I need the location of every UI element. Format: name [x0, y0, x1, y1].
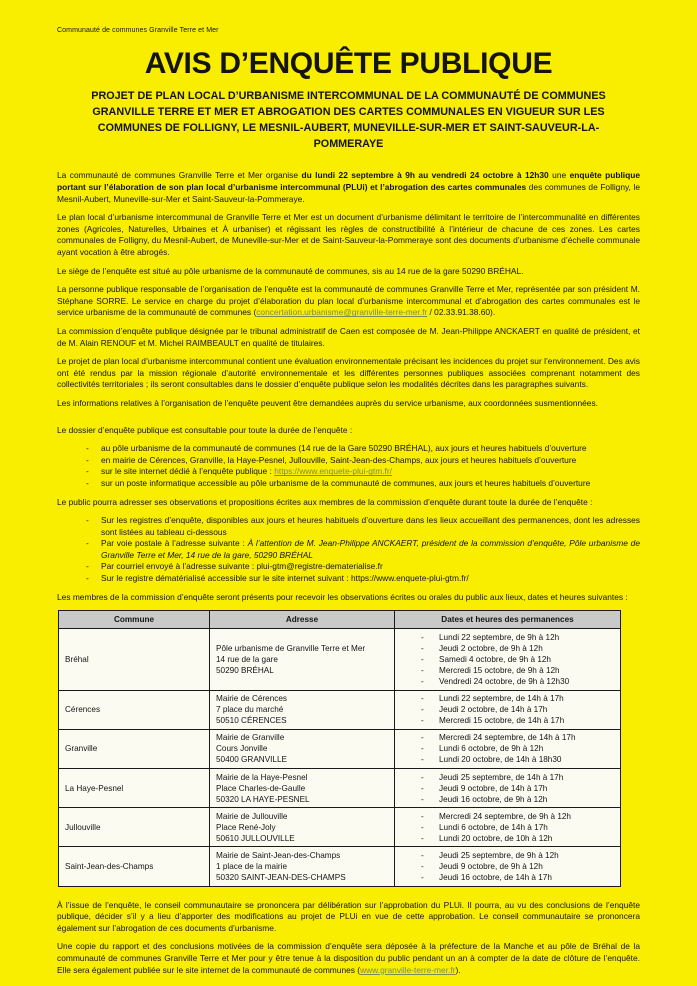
- permanence-date: - Jeudi 25 septembre, de 9h à 12h: [401, 850, 614, 861]
- table-header-commune: Commune: [59, 611, 210, 629]
- adresse-line: Place René-Joly: [216, 822, 276, 832]
- adresse-line: Mairie de Saint-Jean-des-Champs: [216, 850, 341, 860]
- notice-body: [57, 170, 640, 976]
- email-link[interactable]: concertation.urbanisme@granville-terre-mer.fr: [256, 307, 428, 318]
- table-row-granville: [59, 729, 621, 768]
- adresse-line: Pôle urbanisme de Granville Terre et Mer: [216, 643, 366, 653]
- commune-cell: Granville: [59, 729, 210, 768]
- paragraph-siege-enquete: Le siège de l’enquête est situé au pôle urbanisme de la communauté de communes, sis au 14 rue de la gare 50290 BRÉHAL.: [57, 265, 524, 276]
- permanence-date: - Lundi 6 octobre, de 14h à 17h: [401, 822, 614, 833]
- dates-cell: [395, 808, 621, 847]
- permanence-date: - Lundi 20 octobre, de 14h à 18h30: [401, 754, 614, 765]
- permanence-date: - Lundi 22 septembre, de 14h à 17h: [401, 693, 614, 704]
- page-title: AVIS D’ENQUÊTE PUBLIQUE: [144, 47, 553, 80]
- permanence-date: - Mercredi 24 septembre, de 14h à 17h: [401, 732, 614, 743]
- permanence-date: - Jeudi 16 octobre, de 14h à 17h: [401, 872, 614, 883]
- permanence-date: - Mercredi 24 septembre, de 9h à 12h: [401, 811, 614, 822]
- permanences-table: [58, 610, 621, 886]
- text-run: La communauté de communes Granville Terre et Mer organise: [57, 170, 302, 181]
- table-row-brehal: [59, 629, 621, 690]
- permanence-date: - Jeudi 2 octobre, de 9h à 12h: [401, 643, 614, 654]
- dates-cell: [395, 847, 621, 886]
- permanence-date: - Jeudi 9 octobre, de 14h à 17h: [401, 783, 614, 794]
- bullet-item-courriel: - Par courriel envoyé à l’adresse suivante : plui-gtm@registre-dematerialise.fr: [57, 561, 640, 573]
- observations-intro: Le public pourra adresser ses observations et propositions écrites aux membres de la commission d’enquête durant toute la durée de l’enquête :: [57, 496, 593, 507]
- paragraph-rapport: [57, 941, 640, 976]
- gtm-site-link[interactable]: www.granville-terre-mer.fr: [360, 964, 456, 975]
- bullet-item-registres: - Sur les registres d’enquête, disponibles aux jours et heures habituels d’ouverture dans les lieux accueillant des permanences, dont les adresses sont listées au tableau ci-dessous: [57, 515, 640, 538]
- dossier-intro: Le dossier d’enquête publique est consultable pour toute la durée de l’enquête :: [57, 424, 353, 435]
- text-run: La personne publique responsable de l’organisation de l’enquête est la communauté de communes Granville Terre et Mer, représentée par son président M. Stéphane SORRE. Le service en charge du projet d’élaboration du plan local d’urbanisme intercommunal et d’abrogation des cartes communales est le service urbanisme de la communauté de communes (: [57, 284, 640, 318]
- adresse-line: 50610 JULLOUVILLE: [216, 833, 295, 843]
- masthead-org-label: Communauté de communes Granville Terre et Mer: [57, 27, 219, 34]
- adresse-line: 14 rue de la gare: [216, 654, 278, 664]
- permanence-date: - Jeudi 25 septembre, de 14h à 17h: [401, 772, 614, 783]
- adresse-line: Mairie de Granville: [216, 733, 285, 743]
- paragraph-personne-publique: [57, 284, 640, 319]
- table-row-cerences: [59, 690, 621, 729]
- adresse-line: Cours Jonville: [216, 744, 268, 754]
- commune-cell: Cérences: [59, 690, 210, 729]
- table-header-row: [59, 611, 621, 629]
- paragraph-approbation: À l’issue de l’enquête, le conseil communautaire se prononcera par délibération sur l’approbation du PLUi. Il pourra, au vu des conclusions de l’enquête publique, décider s’il y a lieu d’apporter des modifications au projet de PLUi en vue de cette approbation. Le conseil communautaire se prononcera également sur l’abrogation de ces documents d’urbanisme.: [57, 899, 640, 933]
- dates-cell: [395, 629, 621, 690]
- permanence-date: - Vendredi 24 octobre, de 9h à 12h30: [401, 676, 614, 687]
- text-run-italic-adresse: À l’attention de M. Jean-Philippe ANCKAERT, président de la commission d’enquête, Pôle urbanisme de Granville Terre et Mer, 14 rue de la gare, 50290 BRÉHAL: [101, 538, 640, 560]
- text-run: sur le site internet dédié à l’enquête publique :: [101, 466, 275, 477]
- table-header-adresse: Adresse: [210, 611, 395, 629]
- paragraph-organisation: [57, 170, 640, 205]
- adresse-line: 50510 CÉRENCES: [216, 716, 287, 726]
- commune-cell: Saint-Jean-des-Champs: [59, 847, 210, 886]
- bullet-item-mairies: - en mairie de Cérences, Granville, la Haye-Pesnel, Jullouville, Saint-Jean-des-Champs, aux jours et heures habituels d’ouverture: [57, 455, 640, 467]
- paragraph-permanences-lead: Les membres de la commission d’enquête seront présents pour recevoir les observations écrites ou orales du public aux lieux, dates et heures suivantes :: [57, 591, 628, 602]
- enquete-site-link[interactable]: https://www.enquete-plui-gtm.fr/: [274, 466, 392, 477]
- table-row-saint-jean-des-champs: [59, 847, 621, 886]
- text-run-bold-dates: du lundi 22 septembre à 9h au vendredi 24 octobre à 12h30: [301, 170, 549, 181]
- adresse-line: Mairie de la Haye-Pesnel: [216, 772, 308, 782]
- bullet-item-voie-postale: [57, 538, 640, 561]
- dates-cell: [395, 729, 621, 768]
- adresse-line: 7 place du marché: [216, 705, 284, 715]
- paragraph-informations: Les informations relatives à l’organisation de l’enquête peuvent être demandées auprès du service urbanisme, aux coordonnées susmentionnées.: [57, 397, 598, 408]
- adresse-line: Mairie de Cérences: [216, 694, 287, 704]
- adresse-line: 50320 SAINT-JEAN-DES-CHAMPS: [216, 873, 346, 882]
- adresse-line: Place Charles-de-Gaulle: [216, 783, 306, 793]
- adresse-cell: [210, 847, 395, 886]
- adresse-cell: [210, 769, 395, 808]
- adresse-cell: [210, 690, 395, 729]
- bullet-item-pole-urbanisme: - au pôle urbanisme de la communauté de communes (14 rue de la Gare 50290 BRÉHAL), aux jours et heures habituels d’ouverture: [57, 443, 640, 455]
- page-subtitle: PROJET DE PLAN LOCAL D’URBANISME INTERCOMMUNAL DE LA COMMUNAUTÉ DE COMMUNES GRANVILLE TERRE ET MER ET ABROGATION DES CARTES COMMUNALES EN VIGUEUR SUR LES COMMUNES DE FOLLIGNY, LE MESNIL-AUBERT, MUNEVILLE-SUR-MER ET SAINT-SAUVEUR-LA-POMMERAYE: [91, 90, 606, 150]
- permanence-date: - Mercredi 15 octobre, de 14h à 17h: [401, 715, 614, 726]
- paragraph-plui-definition: Le plan local d’urbanisme intercommunal de Granville Terre et Mer est un document d’urbanisme délimitant le territoire de l’intercommunalité en différentes zones (Agricoles, Naturelles, Urbaines et À urbaniser) et régissant les règles de constructibilité à l’intérieur de chacune de ces zones. Les cartes communales de Folligny, du Mesnil-Aubert, de Muneville-sur-Mer et de Saint-Sauveur-la-Pommeraye sont des documents d’urbanisme d’échelle communale ayant vocation à être abrogés.: [57, 212, 640, 257]
- permanence-date: - Lundi 20 octobre, de 10h à 12h: [401, 833, 614, 844]
- paragraph-evaluation-environnementale: Le projet de plan local d’urbanisme intercommunal contient une évaluation environnementale précisant les incidences du projet sur l’environnement. Des avis ont été rendus par la mission régionale d’autorité environnementale et les différentes personnes publiques associées comprenant notamment des collectivités territoriales ; ils seront consultables dans le dossier d’enquête publique selon les modalités décrites dans les paragraphes suivants.: [57, 356, 640, 390]
- text-run: des communes de Folligny, le Mesnil-Aubert, Muneville-sur-Mer et Saint-Sauveur-la-Pommeraye.: [57, 182, 640, 204]
- text-run: ).: [455, 964, 461, 975]
- bullet-item-site-internet: [57, 466, 640, 478]
- text-run: / 02.33.91.38.60).: [427, 307, 496, 318]
- adresse-line: 50320 LA HAYE-PESNEL: [216, 794, 310, 804]
- dossier-bullet-list: [57, 443, 640, 489]
- section-closing: [57, 900, 640, 977]
- permanence-date: - Samedi 4 octobre, de 9h à 12h: [401, 654, 614, 665]
- permanence-date: - Lundi 6 octobre, de 9h à 12h: [401, 743, 614, 754]
- text-run: Par voie postale à l’adresse suivante :: [101, 538, 248, 549]
- text-run-bold-objet: enquête publique portant sur l’élaboration de son plan local d’urbanisme intercommunal (PLUi) et l’abrogation des cartes communales: [57, 170, 641, 193]
- paragraph-commission: La commission d’enquête publique désignée par le tribunal administratif de Caen est composée de M. Jean-Philippe ANCKAERT en qualité de président, et de M. Alain RENOUF et M. Michel RAIMBEAULT en qualité de titulaires.: [57, 325, 640, 348]
- adresse-line: 50290 BRÉHAL: [216, 666, 274, 675]
- adresse-line: 1 place de la mairie: [216, 861, 287, 871]
- section-dossier: [57, 425, 640, 490]
- dates-cell: [395, 690, 621, 729]
- commune-cell: Jullouville: [59, 808, 210, 847]
- adresse-line: 50400 GRANVILLE: [216, 755, 288, 765]
- permanence-date: - Jeudi 2 octobre, de 14h à 17h: [401, 704, 614, 715]
- adresse-cell: [210, 629, 395, 690]
- adresse-cell: [210, 729, 395, 768]
- dates-cell: [395, 769, 621, 808]
- adresse-cell: [210, 808, 395, 847]
- commune-cell: Bréhal: [59, 629, 210, 690]
- section-observations: [57, 497, 640, 604]
- observations-bullet-list: [57, 515, 640, 585]
- permanence-date: - Jeudi 16 octobre, de 9h à 12h: [401, 794, 614, 805]
- text-run: une: [548, 170, 570, 181]
- permanence-date: - Mercredi 15 octobre, de 9h à 12h: [401, 665, 614, 676]
- bullet-item-registre-dematerialise: - Sur le registre dématérialisé accessible sur le site internet suivant : https://www.enquete-plui-gtm.fr/: [57, 573, 640, 585]
- commune-cell: La Haye-Pesnel: [59, 769, 210, 808]
- permanence-date: - Jeudi 9 octobre, de 9h à 12h: [401, 861, 614, 872]
- table-row-la-haye-pesnel: [59, 769, 621, 808]
- permanence-date: - Lundi 22 septembre, de 9h à 12h: [401, 632, 614, 643]
- table-header-dates: Dates et heures des permanences: [395, 611, 621, 629]
- text-run: Une copie du rapport et des conclusions motivées de la commission d’enquête sera déposée à la préfecture de la Manche et au pôle de Bréhal de la communauté de communes Granville Terre et Mer pour y être tenue à la disposition du public pendant un an à compter de la date de clôture de l’enquête. Elle sera également publiée sur le site internet de la communauté de communes (: [57, 941, 640, 975]
- bullet-item-poste-informatique: - sur un poste informatique accessible au pôle urbanisme de la communauté de communes, aux jours et heures habituels d’ouverture: [57, 478, 640, 490]
- table-row-jullouville: [59, 808, 621, 847]
- adresse-line: Mairie de Jullouville: [216, 811, 288, 821]
